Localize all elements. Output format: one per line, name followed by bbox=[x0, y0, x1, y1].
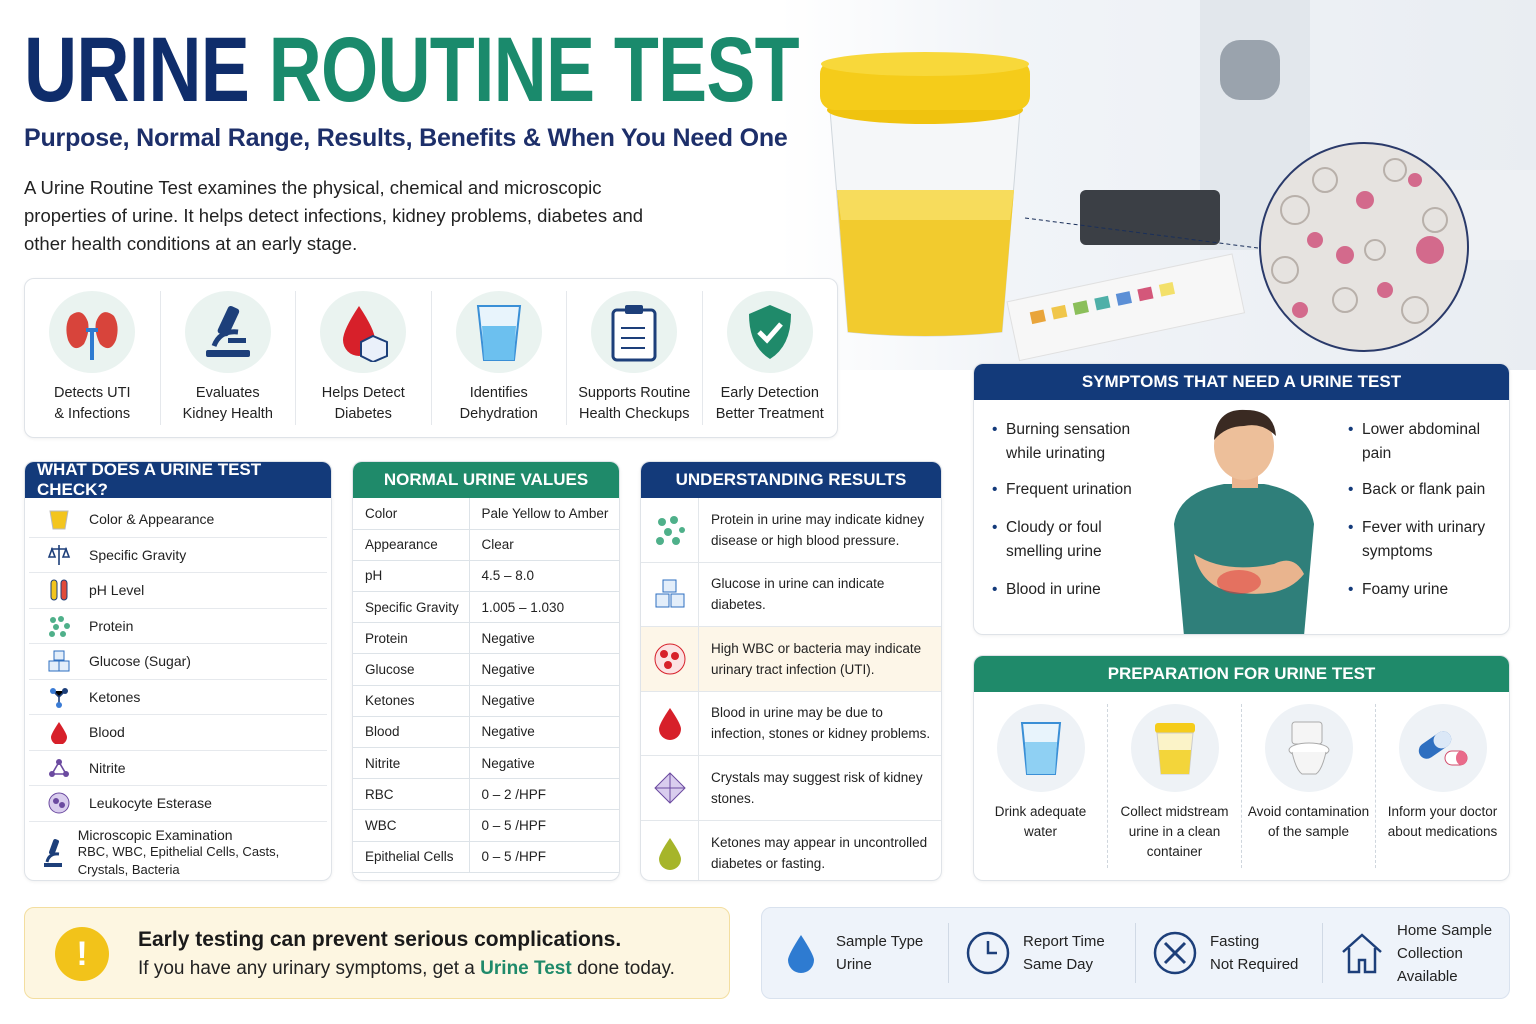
banner-headline: Early testing can prevent serious complications. bbox=[138, 928, 622, 951]
value-cell: 0 – 5 /HPF bbox=[469, 841, 619, 872]
shield-check-icon bbox=[727, 291, 813, 373]
page-subtitle: Purpose, Normal Range, Results, Benefits & When You Need One bbox=[24, 124, 788, 152]
list-item: Glucose (Sugar) bbox=[29, 644, 327, 680]
prep-item: Avoid contamination of the sample bbox=[1242, 704, 1376, 868]
table-row bbox=[353, 716, 619, 747]
info-fasting: Fasting Not Required bbox=[1136, 923, 1323, 983]
cell-icon bbox=[29, 791, 89, 815]
results-panel bbox=[640, 461, 942, 881]
list-item: Protein bbox=[29, 609, 327, 645]
molecule-icon bbox=[29, 685, 89, 709]
scale-icon bbox=[29, 543, 89, 567]
info-strip bbox=[761, 907, 1510, 999]
benefit-item bbox=[296, 291, 432, 425]
intro-paragraph: A Urine Routine Test examines the physical, chemical and microscopic properties of urine. It helps detect infections, kidney problems, diabetes and other health conditions at an early stage. bbox=[24, 177, 644, 254]
toilet-icon bbox=[1265, 704, 1353, 792]
value-cell: 0 – 2 /HPF bbox=[469, 779, 619, 810]
benefit-label: Detects UTI & Infections bbox=[53, 385, 131, 422]
check-panel bbox=[24, 461, 332, 881]
parameter-cell: Specific Gravity bbox=[353, 592, 469, 623]
benefit-label: Evaluates Kidney Health bbox=[182, 385, 273, 422]
pill-icon bbox=[1399, 704, 1487, 792]
result-item: Blood in urine may be due to infection, stones or kidney problems. bbox=[641, 692, 941, 757]
benefit-item bbox=[567, 291, 703, 425]
prep-item: Drink adequate water bbox=[974, 704, 1108, 868]
water-glass-icon bbox=[997, 704, 1085, 792]
table-row bbox=[353, 592, 619, 623]
table-row bbox=[353, 560, 619, 591]
symptom-item: • Frequent urination bbox=[992, 478, 1152, 502]
parameter-cell: Glucose bbox=[353, 654, 469, 685]
ketone-drop-icon bbox=[641, 821, 699, 882]
info-report-time: Report Time Same Day bbox=[949, 923, 1136, 983]
symptom-item: • Blood in urine bbox=[992, 578, 1152, 602]
banner-text: If you have any urinary symptoms, get a Urine Test done today. bbox=[138, 958, 675, 979]
value-cell: Negative bbox=[469, 623, 619, 654]
kidneys-icon bbox=[49, 291, 135, 373]
urine-cup-icon bbox=[29, 507, 89, 531]
benefits-strip bbox=[24, 278, 838, 438]
exclamation-icon: ! bbox=[55, 927, 109, 981]
parameter-cell: Blood bbox=[353, 716, 469, 747]
symptom-item: • Back or flank pain bbox=[1348, 478, 1498, 502]
microscope-icon bbox=[29, 837, 78, 869]
value-cell: Negative bbox=[469, 685, 619, 716]
results-heading: UNDERSTANDING RESULTS bbox=[641, 462, 941, 498]
info-sample-type: Sample Type Urine bbox=[762, 923, 949, 983]
list-item bbox=[29, 822, 327, 882]
value-cell: 4.5 – 8.0 bbox=[469, 560, 619, 591]
microscope-icon bbox=[185, 291, 271, 373]
dots-icon bbox=[29, 614, 89, 638]
crystal-icon bbox=[641, 756, 699, 820]
value-cell: Negative bbox=[469, 716, 619, 747]
no-food-icon bbox=[1150, 931, 1200, 975]
title-part-2: ROUTINE TEST bbox=[268, 19, 799, 121]
parameter-cell: Appearance bbox=[353, 529, 469, 560]
list-item: Nitrite bbox=[29, 751, 327, 787]
blood-drop-icon bbox=[641, 692, 699, 756]
early-testing-banner bbox=[24, 907, 730, 999]
parameter-cell: Ketones bbox=[353, 685, 469, 716]
clock-icon bbox=[963, 931, 1013, 975]
parameter-cell: Nitrite bbox=[353, 748, 469, 779]
info-home-collection: Home Sample Collection Available bbox=[1323, 923, 1509, 983]
page-title bbox=[24, 19, 799, 121]
benefit-label: Identifies Dehydration bbox=[459, 385, 538, 422]
benefit-label: Early Detection Better Treatment bbox=[715, 385, 824, 422]
benefit-item bbox=[161, 291, 297, 425]
prep-item: Collect midstream urine in a clean container bbox=[1108, 704, 1242, 868]
blood-drop-icon bbox=[29, 720, 89, 744]
microscopic-label: Microscopic Examination bbox=[77, 826, 233, 843]
result-item: Crystals may suggest risk of kidney stones. bbox=[641, 756, 941, 821]
value-cell: Negative bbox=[469, 654, 619, 685]
symptoms-panel bbox=[973, 363, 1510, 635]
benefit-item bbox=[25, 291, 161, 425]
nitrite-molecule-icon bbox=[29, 756, 89, 780]
parameter-cell: RBC bbox=[353, 779, 469, 810]
list-item: Blood bbox=[29, 715, 327, 751]
symptoms-heading: SYMPTOMS THAT NEED A URINE TEST bbox=[974, 364, 1509, 400]
microscopy-inset-image bbox=[1255, 140, 1473, 354]
benefit-item bbox=[703, 291, 838, 425]
parameter-cell: WBC bbox=[353, 810, 469, 841]
result-item: Glucose in urine can indicate diabetes. bbox=[641, 563, 941, 628]
parameter-cell: Epithelial Cells bbox=[353, 841, 469, 872]
result-item: Protein in urine may indicate kidney disease or high blood pressure. bbox=[641, 498, 941, 563]
clipboard-icon bbox=[591, 291, 677, 373]
urine-sample-cup-image bbox=[810, 50, 1040, 340]
cubes-icon bbox=[29, 649, 89, 673]
test-tubes-icon bbox=[29, 578, 89, 602]
list-item: pH Level bbox=[29, 573, 327, 609]
symptom-item: • Cloudy or foul smelling urine bbox=[992, 516, 1142, 564]
value-cell: Clear bbox=[469, 529, 619, 560]
table-row bbox=[353, 654, 619, 685]
blood-drop-cube-icon bbox=[320, 291, 406, 373]
table-row bbox=[353, 748, 619, 779]
symptom-item: • Burning sensation while urinating bbox=[992, 418, 1152, 466]
result-item: Ketones may appear in uncontrolled diabetes or fasting. bbox=[641, 821, 941, 882]
list-item: Specific Gravity bbox=[29, 538, 327, 574]
microscopic-sub: RBC, WBC, Epithelial Cells, Casts, Crystals, Bacteria bbox=[77, 843, 280, 877]
normal-values-panel bbox=[352, 461, 620, 881]
table-row bbox=[353, 498, 619, 529]
value-cell: Pale Yellow to Amber bbox=[469, 498, 619, 529]
benefit-label: Supports Routine Health Checkups bbox=[578, 385, 691, 422]
list-item: Ketones bbox=[29, 680, 327, 716]
sample-cup-icon bbox=[1131, 704, 1219, 792]
title-part-1: URINE bbox=[24, 19, 249, 121]
benefit-label: Helps Detect Diabetes bbox=[321, 385, 405, 422]
prep-panel bbox=[973, 655, 1510, 881]
symptom-item: • Foamy urine bbox=[1348, 578, 1498, 602]
symptom-item: • Lower abdominal pain bbox=[1348, 418, 1498, 466]
man-in-pain-illustration bbox=[1154, 404, 1334, 635]
prep-heading: PREPARATION FOR URINE TEST bbox=[974, 656, 1509, 692]
prep-item: Inform your doctor about medications bbox=[1376, 704, 1509, 868]
table-row bbox=[353, 529, 619, 560]
parameter-cell: Protein bbox=[353, 623, 469, 654]
benefit-item bbox=[432, 291, 568, 425]
list-item: Color & Appearance bbox=[29, 502, 327, 538]
symptom-item: • Fever with urinary symptoms bbox=[1348, 516, 1498, 564]
urine-test-highlight: Urine Test bbox=[480, 958, 572, 979]
check-heading: WHAT DOES A URINE TEST CHECK? bbox=[25, 462, 331, 498]
result-item: High WBC or bacteria may indicate urinary tract infection (UTI). bbox=[641, 627, 941, 692]
table-row bbox=[353, 841, 619, 872]
normal-values-table bbox=[353, 498, 619, 873]
table-row bbox=[353, 810, 619, 841]
home-icon bbox=[1337, 930, 1387, 976]
normal-heading: NORMAL URINE VALUES bbox=[353, 462, 619, 498]
table-row bbox=[353, 623, 619, 654]
water-glass-icon bbox=[456, 291, 542, 373]
bacteria-icon bbox=[641, 627, 699, 691]
table-row bbox=[353, 779, 619, 810]
parameter-cell: Color bbox=[353, 498, 469, 529]
drop-icon bbox=[776, 933, 826, 973]
protein-dots-icon bbox=[641, 498, 699, 562]
value-cell: 1.005 – 1.030 bbox=[469, 592, 619, 623]
list-item: Leukocyte Esterase bbox=[29, 786, 327, 822]
value-cell: Negative bbox=[469, 748, 619, 779]
value-cell: 0 – 5 /HPF bbox=[469, 810, 619, 841]
table-row bbox=[353, 685, 619, 716]
glucose-cubes-icon bbox=[641, 563, 699, 627]
parameter-cell: pH bbox=[353, 560, 469, 591]
